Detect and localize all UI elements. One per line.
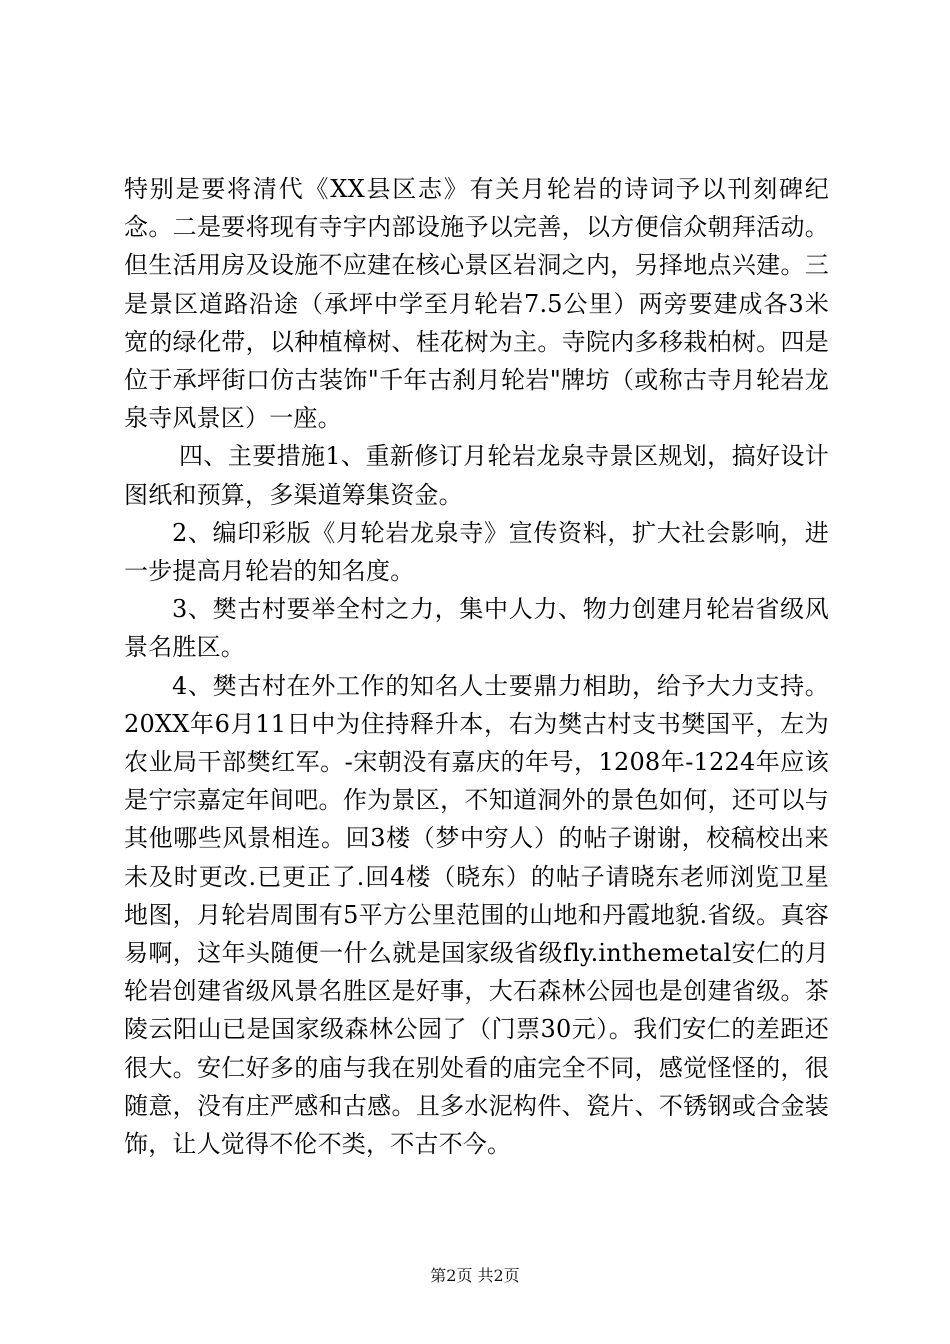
paragraph-plan-details: 特别是要将清代《XX县区志》有关月轮岩的诗词予以刊刻碑纪念。二是要将现有寺宇内部设施予以完善，以方便信众朝拜活动。但生活用房及设施不应建在核心景区岩洞之内，另择地点兴建。三是景区道路沿途（承坪中学至月轮岩7.5公里）两旁要建成各3米宽的绿化带，以种植樟树、桂花树为主。寺院内多移栽柏树。四是位于承坪街口仿古装饰"千年古刹月轮岩"牌坊（或称古寺月轮岩龙泉寺风景区）一座。	[124, 175, 829, 433]
page-footer: 第2页 共2页	[430, 1266, 520, 1285]
paragraph-measure-4: 4、樊古村在外工作的知名人士要鼎力相助，给予大力支持。20XX年6月11日中为住持释升本，右为樊古村支书樊国平，左为农业局干部樊红军。-宋朝没有嘉庆的年号，1208年-1224年应该是宁宗嘉定年间吧。作为景区，不知道洞外的景色如何，还可以与其他哪些风景相连。回3楼（梦中穷人）的帖子谢谢，校稿校出来未及时更改.已更正了.回4楼（晓东）的帖子请晓东老师浏览卫星地图，月轮岩周围有5平方公里范围的山地和丹霞地貌.省级。真容易啊，这年头随便一什么就是国家级省级fly.inthemetal安仁的月轮岩创建省级风景名胜区是好事，大石森林公园也是创建省级。茶陵云阳山已是国家级森林公园了（门票30元）。我们安仁的差距还很大。安仁好多的庙与我在别处看的庙完全不同，感觉怪怪的，很随意，没有庄严感和古感。且多水泥构件、瓷片、不锈钢或合金装饰，让人觉得不伦不类，不古不今。	[124, 671, 829, 1159]
paragraph-measure-2: 2、编印彩版《月轮岩龙泉寺》宣传资料，扩大社会影响，进一步提高月轮岩的知名度。	[124, 518, 829, 586]
paragraph-main-measures: 四、主要措施1、重新修订月轮岩龙泉寺景区规划，搞好设计图纸和预算，多渠道筹集资金。	[124, 442, 829, 509]
paragraph-measure-3: 3、樊古村要举全村之力，集中人力、物力创建月轮岩省级风景名胜区。	[124, 595, 829, 662]
document-body	[124, 170, 829, 1163]
